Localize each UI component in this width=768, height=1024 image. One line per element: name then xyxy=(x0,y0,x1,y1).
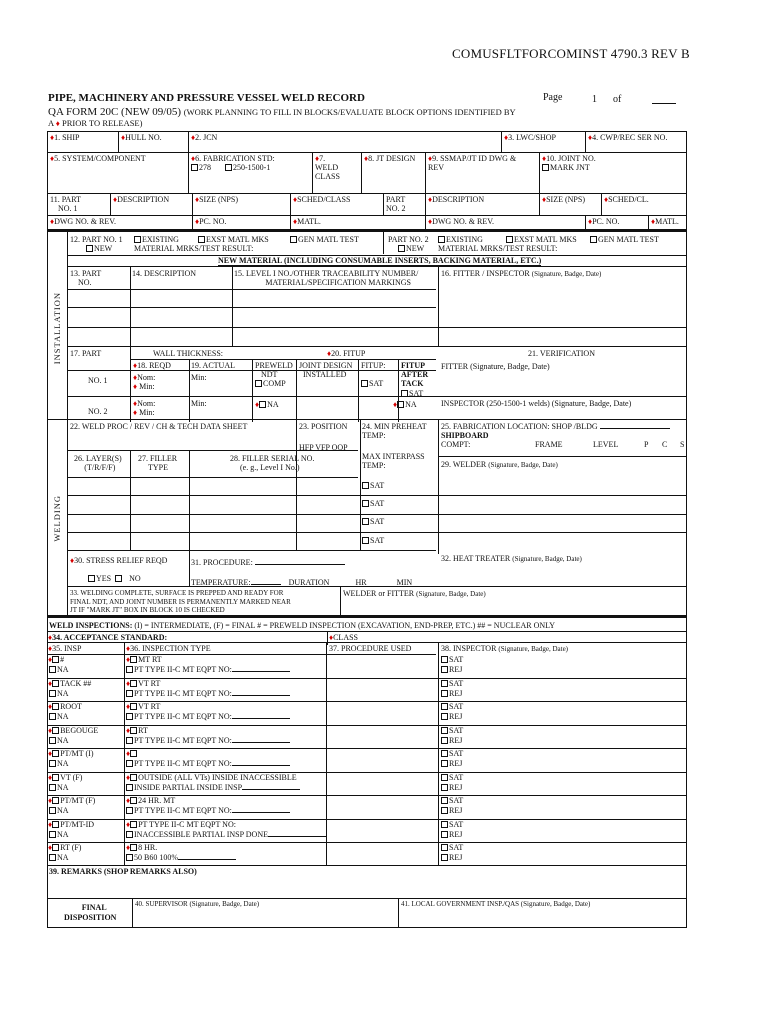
block-matl-2[interactable]: ♦MATL. xyxy=(648,216,688,229)
block-joint-no[interactable]: ♦10. JOINT NO. MARK JNT xyxy=(539,153,688,193)
row-system xyxy=(47,153,687,194)
row-dwg xyxy=(47,216,687,230)
max-interpass-label: MAX INTERPASS TEMP: xyxy=(362,452,425,470)
insp-sat-3[interactable]: SAT xyxy=(441,726,463,735)
b27-label: 27. FILLER TYPE xyxy=(138,454,178,472)
new-material-heading: NEW MATERIAL (INCLUDING CONSUMABLE INSERTS, BACKING MATERIAL, ETC.) xyxy=(218,256,542,265)
block-ship[interactable]: ♦1. SHIP xyxy=(50,133,80,142)
stress-relief-options[interactable]: YES NO xyxy=(88,574,141,583)
row-ship xyxy=(47,131,687,153)
b40-supervisor[interactable]: 40. SUPERVISOR (Signature, Badge, Date) xyxy=(135,900,260,908)
b23-label: 23. POSITION xyxy=(299,422,348,431)
insp-detail-8[interactable]: 50 B60 100% xyxy=(126,853,236,862)
insp-detail-0[interactable]: PT TYPE II-C MT EQPT NO: xyxy=(126,665,290,674)
b20-label: ♦20. FITUP xyxy=(327,349,366,358)
nom-min-1[interactable]: ♦Nom: ♦ Min: xyxy=(133,373,156,391)
welding-section xyxy=(47,420,687,616)
part2-exst-matl[interactable]: EXST MATL MKS xyxy=(506,235,577,244)
b36-label: ♦36. INSPECTION TYPE xyxy=(126,644,211,653)
block-matl-1[interactable]: ♦MATL. xyxy=(290,216,425,229)
row-divider xyxy=(48,748,686,749)
weld-sat-4[interactable]: SAT xyxy=(362,536,384,545)
b35-label: ♦35. INSP xyxy=(48,644,82,653)
insp-method-2[interactable]: ♦ VT RT xyxy=(126,702,161,711)
remarks-block[interactable] xyxy=(47,866,687,899)
position-options[interactable]: HFP VFP OOP xyxy=(299,443,348,452)
insp-method-1[interactable]: ♦ VT RT xyxy=(126,678,161,688)
insp-rej-8[interactable]: REJ xyxy=(441,853,462,862)
insp-type-8[interactable]: ♦ RT (F) xyxy=(48,843,82,852)
fitup-after-tack-sat[interactable]: SAT xyxy=(401,389,423,398)
block-lwc-shop[interactable]: ♦3. LWC/SHOP xyxy=(501,132,585,152)
shipboard-label: SHIPBOARD xyxy=(441,431,489,440)
b15-label: 15. LEVEL I NO./OTHER TRACEABILITY NUMBER/ MATERIAL/SPECIFICATION MARKINGS xyxy=(234,269,419,287)
inspector-signature[interactable]: INSPECTOR (250-1500-1 welds) (Signature, Badge, Date) xyxy=(441,399,632,408)
block-description-2[interactable]: ♦DESCRIPTION xyxy=(425,194,539,215)
insp-sat-2[interactable]: SAT xyxy=(441,702,463,711)
insp-method-3[interactable]: ♦ RT xyxy=(126,725,148,735)
part2-new[interactable]: NEW xyxy=(398,244,424,253)
insp-rej-1[interactable]: REJ xyxy=(441,689,462,698)
actual-min-1[interactable]: Min: xyxy=(191,373,207,382)
part2-label: PART NO. 2 xyxy=(388,235,429,244)
insp-rej-4[interactable]: REJ xyxy=(441,759,462,768)
insp-na-8[interactable]: NA xyxy=(49,853,69,862)
form-title: PIPE, MACHINERY AND PRESSURE VESSEL WELD RECORD xyxy=(48,92,365,104)
part1-existing[interactable]: EXISTING xyxy=(134,235,179,244)
row-parts xyxy=(47,194,687,216)
b16-label: 16. FITTER / INSPECTOR (Signature, Badge, Date) xyxy=(441,269,602,278)
compt-label[interactable]: COMPT: xyxy=(441,440,471,449)
b29-label: 29. WELDER (Signature, Badge, Date) xyxy=(441,460,558,469)
insp-sat-6[interactable]: SAT xyxy=(441,796,463,805)
class-label[interactable]: ♦CLASS xyxy=(329,633,358,642)
block-pc-no-1[interactable]: ♦PC. NO. xyxy=(192,216,290,229)
insp-na-1[interactable]: NA xyxy=(49,689,69,698)
b24-label: 24. MIN PREHEAT TEMP: xyxy=(362,422,427,440)
block-sched-class[interactable]: ♦SCHED/CLASS xyxy=(290,194,383,215)
block-description-1[interactable]: ♦DESCRIPTION xyxy=(110,194,192,215)
insp-sat-5[interactable]: SAT xyxy=(441,773,463,782)
insp-type-7[interactable]: ♦ PT/MT-ID xyxy=(48,819,95,829)
insp-rej-2[interactable]: REJ xyxy=(441,712,462,721)
block-sched-cl[interactable]: ♦SCHED/CL. xyxy=(601,194,688,215)
block-jt-design[interactable]: ♦8. JT DESIGN xyxy=(361,153,425,193)
frame-label[interactable]: FRAME xyxy=(535,440,563,449)
insp-method-7[interactable]: ♦ PT TYPE II-C MT EQPT NO: xyxy=(126,819,236,829)
insp-rej-6[interactable]: REJ xyxy=(441,806,462,815)
b28-label: 28. FILLER SERIAL NO. (e. g., Level I No.) xyxy=(230,454,315,472)
b30-label: ♦30. STRESS RELIEF REQD xyxy=(70,556,168,565)
legend-text: WELD INSPECTIONS: (I) = INTERMEDIATE, (F) = FINAL # = PREWELD INSPECTION (EXCAVATION, END-PREP, ETC.) ## = NUCLEAR ONLY xyxy=(49,621,555,630)
part-no1: NO. 1 xyxy=(88,376,108,385)
block-dwg-rev-2[interactable]: ♦DWG NO. & REV. xyxy=(425,216,585,229)
insp-type-5[interactable]: ♦ VT (F) xyxy=(48,772,83,782)
b17-label: 17. PART xyxy=(70,349,102,358)
insp-na-6[interactable]: NA xyxy=(49,806,69,815)
weld-sat-1[interactable]: SAT xyxy=(362,481,384,490)
joint-design-installed: JOINT DESIGN INSTALLED xyxy=(299,361,353,379)
insp-rej-5[interactable]: REJ xyxy=(441,783,462,792)
b22-label: 22. WELD PROC / REV / CH & TECH DATA SHEET xyxy=(70,422,248,431)
b26-label: 26. LAYER(S) (T/R/F/F) xyxy=(74,454,122,472)
insp-na-2[interactable]: NA xyxy=(49,712,69,721)
page-label: Page xyxy=(543,92,563,103)
b18-label: ♦18. REQD xyxy=(133,361,171,370)
b33-label: 33. WELDING COMPLETE, SURFACE IS PREPPED AND READY FOR FINAL NDT, AND JOINT NUMBER IS PERMANENTLY MARKED NEAR JT IF "MARK JT" BOX IN BLOCK 10 IS CHECKED xyxy=(70,589,291,614)
stress-relief-params[interactable]: TEMPERATURE: DURATION HR MIN xyxy=(191,578,413,587)
diamond-icon: ♦ xyxy=(55,119,60,128)
nom-min-2[interactable]: ♦Nom: ♦ Min: xyxy=(133,399,156,417)
insp-detail-1[interactable]: PT TYPE II-C MT EQPT NO: xyxy=(126,689,290,698)
b41-local-govt[interactable]: 41. LOCAL GOVERNMENT INSP./QAS (Signature, Badge, Date) xyxy=(401,900,591,908)
part2-gen-matl[interactable]: GEN MATL TEST xyxy=(590,235,659,244)
insp-na-3[interactable]: NA xyxy=(49,736,69,745)
b19-label: 19. ACTUAL xyxy=(191,361,235,370)
fitter-signature[interactable]: FITTER (Signature, Badge, Date) xyxy=(441,362,550,371)
block-pc-no-2[interactable]: ♦PC. NO. xyxy=(585,216,648,229)
insp-type-4[interactable]: ♦ PT/MT (I) xyxy=(48,749,94,758)
insp-sat-0[interactable]: SAT xyxy=(441,655,463,664)
part1-new[interactable]: NEW xyxy=(86,244,112,253)
p-label[interactable]: P xyxy=(644,440,649,449)
inspections-legend xyxy=(47,616,687,643)
insp-na-5[interactable]: NA xyxy=(49,783,69,792)
fitup-sat[interactable]: FITUP: SAT xyxy=(361,361,386,388)
b14-label: 14. DESCRIPTION xyxy=(132,269,197,278)
insp-na-7[interactable]: NA xyxy=(49,830,69,839)
fitup-after-tack[interactable]: FITUP AFTER TACK xyxy=(401,361,429,388)
b31-label[interactable]: 31. PROCEDURE: xyxy=(191,558,345,567)
final-disposition-label: FINAL DISPOSITION xyxy=(64,903,117,922)
page-total-field[interactable] xyxy=(652,103,676,104)
checkbox[interactable] xyxy=(542,164,549,171)
page-of-label: of xyxy=(613,94,622,105)
insp-type-3[interactable]: ♦ BEGOUGE xyxy=(48,725,99,735)
insp-method-5[interactable]: ♦ OUTSIDE (ALL VTs) INSIDE INACCESSIBLE xyxy=(126,772,297,782)
form-instructions: A ♦ PRIOR TO RELEASE) xyxy=(48,118,143,128)
part1-label: 12. PART NO. 1 xyxy=(70,235,123,244)
insp-detail-5[interactable]: INSIDE PARTIAL INSIDE INSP xyxy=(126,783,300,792)
wall-thickness-label: WALL THICKNESS: xyxy=(153,349,223,358)
insp-rej-7[interactable]: REJ xyxy=(441,830,462,839)
block-jcn[interactable]: ♦2. JCN xyxy=(188,132,501,152)
block-size-2[interactable]: ♦SIZE (NPS) xyxy=(539,194,601,215)
insp-detail-3[interactable]: PT TYPE II-C MT EQPT NO: xyxy=(126,736,290,745)
final-disposition-row xyxy=(47,899,687,928)
s-label[interactable]: S xyxy=(680,440,685,449)
insp-method-8[interactable]: ♦ 8 HR. xyxy=(126,843,158,852)
b21-label: 21. VERIFICATION xyxy=(528,349,595,358)
insp-type-6[interactable]: ♦ PT/MT (F) xyxy=(48,796,96,805)
checkbox[interactable] xyxy=(191,164,198,171)
welder-fitter-signature[interactable]: WELDER or FITTER (Signature, Badge, Date) xyxy=(343,589,486,598)
fitup-after-tack-na[interactable]: ♦ NA xyxy=(393,400,417,409)
preweld-na[interactable]: ♦ NA xyxy=(255,400,279,409)
checkbox[interactable] xyxy=(225,164,232,171)
insp-na-0[interactable]: NA xyxy=(49,665,69,674)
insp-rej-0[interactable]: REJ xyxy=(441,665,462,674)
part1-gen-matl[interactable]: GEN MATL TEST xyxy=(290,235,359,244)
b39-label: 39. REMARKS (SHOP REMARKS ALSO) xyxy=(49,867,197,876)
b13-label: 13. PART NO. xyxy=(70,269,102,287)
part1-exst-matl[interactable]: EXST MATL MKS xyxy=(198,235,269,244)
installation-label: INSTALLATION xyxy=(52,292,62,365)
block-weld-class[interactable]: ♦7. WELD CLASS xyxy=(312,153,361,193)
block-part-no1[interactable]: 11. PART NO. 1 xyxy=(50,195,81,213)
block-ssmap[interactable]: ♦9. SSMAP/JT ID DWG & REV xyxy=(425,153,539,193)
form-number: QA FORM 20C (NEW 09/05) (WORK PLANNING TO FILL IN BLOCKS/EVALUATE BLOCK OPTIONS IDENTIFIED BY xyxy=(48,106,516,118)
b34-label[interactable]: ♦34. ACCEPTANCE STANDARD: xyxy=(48,633,168,642)
block-fab-std[interactable]: ♦6. FABRICATION STD: 278 250-1500-1 xyxy=(188,153,312,193)
block-system[interactable]: ♦5. SYSTEM/COMPONENT xyxy=(50,154,146,163)
insp-detail-7[interactable]: INACCESSIBLE PARTIAL INSP DONE xyxy=(126,830,326,839)
insp-detail-2[interactable]: PT TYPE II-C MT EQPT NO: xyxy=(126,712,290,721)
block-size-1[interactable]: ♦SIZE (NPS) xyxy=(192,194,290,215)
b37-label: 37. PROCEDURE USED xyxy=(329,644,412,653)
insp-method-6[interactable]: ♦ 24 HR. MT xyxy=(126,796,176,805)
b32-label: 32. HEAT TREATER (Signature, Badge, Date) xyxy=(441,554,582,563)
preweld-ndt: PREWELD NDT COMP xyxy=(255,361,293,388)
block-part-no2[interactable]: PART NO. 2 xyxy=(383,194,425,215)
inspection-table xyxy=(47,643,687,866)
instruction-id: COMUSFLTFORCOMINST 4790.3 REV B xyxy=(452,46,690,61)
block-hull-no[interactable]: ♦HULL NO. xyxy=(118,132,188,152)
weld-sat-2[interactable]: SAT xyxy=(362,499,384,508)
part-no2: NO. 2 xyxy=(88,407,108,416)
weld-sat-3[interactable]: SAT xyxy=(362,517,384,526)
insp-method-4[interactable]: ♦ xyxy=(126,749,138,758)
insp-method-0[interactable]: ♦ MT RT xyxy=(126,655,162,664)
c-label[interactable]: C xyxy=(662,440,668,449)
actual-min-2[interactable]: Min: xyxy=(191,399,207,408)
installation-section xyxy=(47,230,687,420)
part2-matl-mrks: MATERIAL MRKS/TEST RESULT: xyxy=(438,244,558,253)
insp-rej-3[interactable]: REJ xyxy=(441,736,462,745)
level-label[interactable]: LEVEL xyxy=(593,440,619,449)
insp-sat-1[interactable]: SAT xyxy=(441,679,463,688)
insp-sat-8[interactable]: SAT xyxy=(441,843,463,852)
block-dwg-rev-1[interactable]: ♦DWG NO. & REV. xyxy=(50,217,116,226)
insp-detail-4[interactable]: PT TYPE II-C MT EQPT NO: xyxy=(126,759,290,768)
welding-label: WELDING xyxy=(52,495,62,542)
block-cwp[interactable]: ♦4. CWP/REC SER NO. xyxy=(585,132,688,152)
insp-type-0[interactable]: ♦ # xyxy=(48,655,65,664)
b25-label[interactable]: 25. FABRICATION LOCATION: SHOP /BLDG xyxy=(441,422,670,431)
b38-label: 38. INSPECTOR (Signature, Badge, Date) xyxy=(441,644,569,653)
insp-na-4[interactable]: NA xyxy=(49,759,69,768)
insp-type-2[interactable]: ♦ ROOT xyxy=(48,702,82,711)
part1-matl-mrks: MATERIAL MRKS/TEST RESULT: xyxy=(134,244,254,253)
part2-existing[interactable]: EXISTING xyxy=(438,235,483,244)
insp-detail-6[interactable]: PT TYPE II-C MT EQPT NO: xyxy=(126,806,290,815)
insp-sat-7[interactable]: SAT xyxy=(441,820,463,829)
page-number: 1 xyxy=(592,94,597,105)
insp-sat-4[interactable]: SAT xyxy=(441,749,463,758)
insp-type-1[interactable]: ♦ TACK ## xyxy=(48,678,92,688)
